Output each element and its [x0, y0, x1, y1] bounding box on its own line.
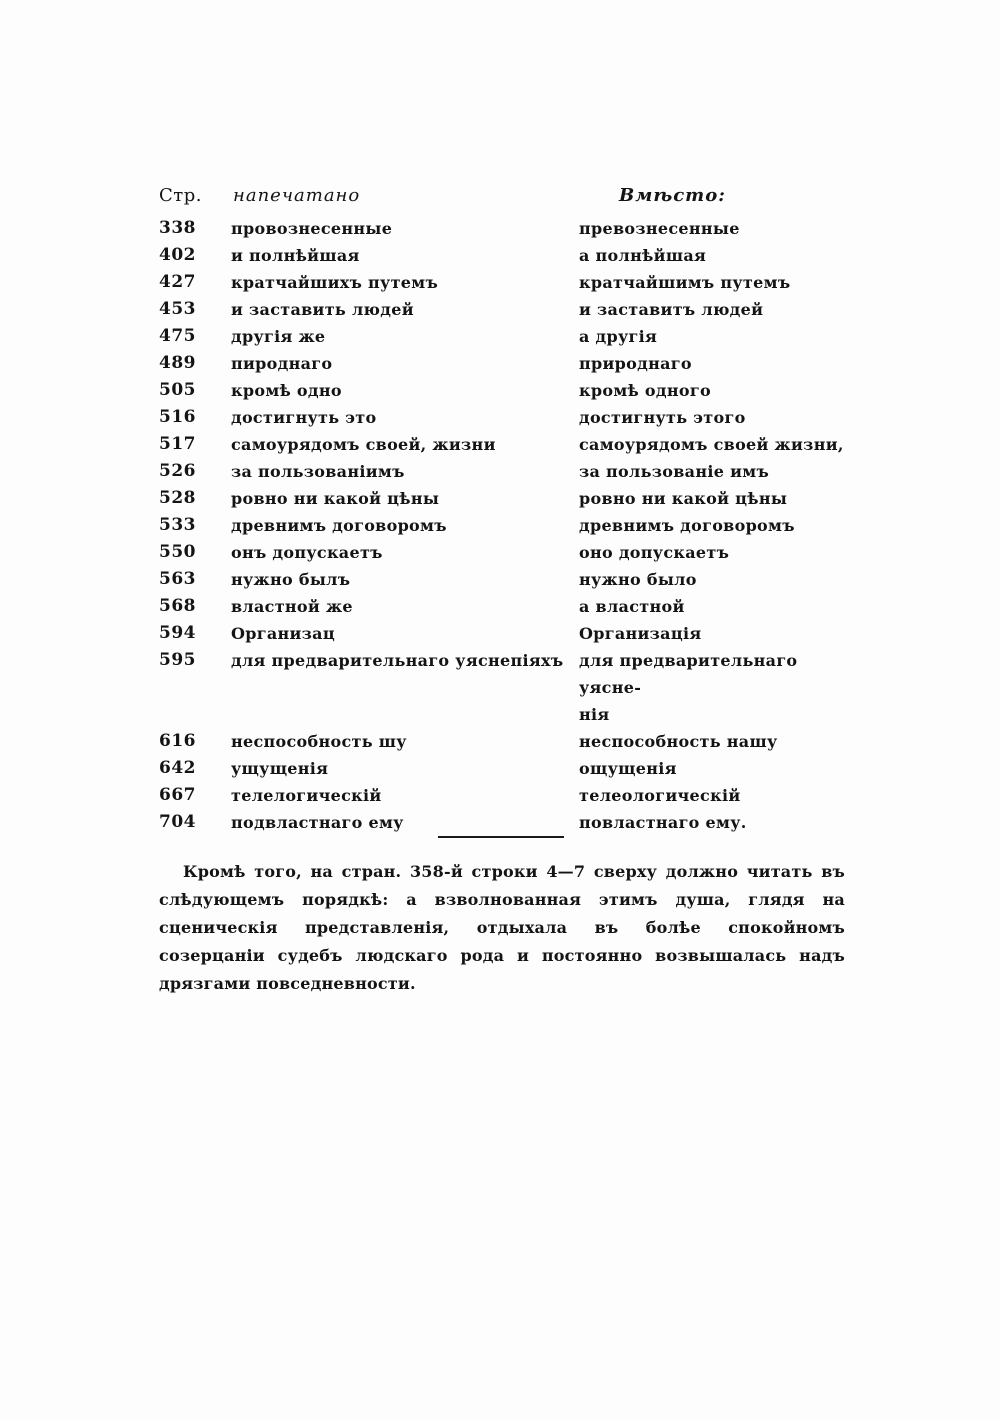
printed-text-cell: кратчайшихъ путемъ	[231, 273, 439, 292]
printed-text-cell: телелогическій	[231, 786, 382, 805]
page-number-cell: 550	[159, 542, 196, 562]
page-number-cell: 533	[159, 515, 196, 535]
errata-row	[159, 809, 849, 836]
errata-row	[159, 620, 849, 647]
printed-text-cell: за пользованіимъ	[231, 462, 405, 481]
page-number-cell: 517	[159, 434, 196, 454]
errata-row	[159, 512, 849, 539]
errata-row	[159, 296, 849, 323]
correct-text-cell: ощущенія	[579, 759, 677, 778]
page-number-cell: 338	[159, 218, 196, 238]
correct-text-cell: а другія	[579, 327, 658, 346]
correct-text-cell: самоурядомъ своей жизни,	[579, 435, 844, 454]
correct-text-cell: и заставитъ людей	[579, 300, 764, 319]
correct-text-cell: природнаго	[579, 354, 692, 373]
errata-row	[159, 323, 849, 350]
errata-row	[159, 566, 849, 593]
page-number-cell: 453	[159, 299, 196, 319]
correct-text-cell: ровно ни какой цѣны	[579, 489, 788, 508]
correct-text-cell: превознесенные	[579, 219, 740, 238]
correct-text-cell: за пользованіе имъ	[579, 462, 770, 481]
page-number-cell: 563	[159, 569, 196, 589]
errata-row	[159, 485, 849, 512]
errata-table	[159, 181, 849, 836]
errata-row	[159, 782, 849, 809]
printed-text-cell: Организац	[231, 624, 335, 643]
errata-row	[159, 458, 849, 485]
errata-row	[159, 728, 849, 755]
page-number-cell: 568	[159, 596, 196, 616]
page-number-cell: 704	[159, 812, 196, 832]
correct-text-cell: а полнѣйшая	[579, 246, 707, 265]
errata-row	[159, 647, 849, 728]
errata-row	[159, 539, 849, 566]
printed-text-cell: провознесенные	[231, 219, 393, 238]
page-number-cell: 595	[159, 650, 196, 670]
correct-text-cell: Организація	[579, 624, 702, 643]
correct-text-cell: неспособность нашу	[579, 732, 778, 751]
page-number-cell: 402	[159, 245, 196, 265]
correct-text-cell: кромѣ одного	[579, 381, 711, 400]
errata-header-row	[159, 181, 849, 215]
printed-text-cell: властной же	[231, 597, 353, 616]
page-number-cell: 616	[159, 731, 196, 751]
page-number-cell: 528	[159, 488, 196, 508]
printed-text-cell: достигнуть это	[231, 408, 377, 427]
page-number-cell: 516	[159, 407, 196, 427]
header-printed-column: напечатано	[233, 185, 361, 206]
errata-rows	[159, 215, 849, 836]
correct-text-cell: достигнуть этого	[579, 408, 746, 427]
page-number-cell: 505	[159, 380, 196, 400]
errata-row	[159, 404, 849, 431]
correct-text-cell: повластнаго ему.	[579, 813, 747, 832]
errata-row	[159, 242, 849, 269]
errata-row	[159, 431, 849, 458]
printed-text-cell: пироднаго	[231, 354, 333, 373]
errata-row	[159, 215, 849, 242]
page-number-cell: 489	[159, 353, 196, 373]
printed-text-cell: неспособность шу	[231, 732, 407, 751]
correct-text-cell: кратчайшимъ путемъ	[579, 273, 791, 292]
printed-text-cell: древнимъ договоромъ	[231, 516, 447, 535]
page-number-cell: 667	[159, 785, 196, 805]
printed-text-cell: ровно ни какой цѣны	[231, 489, 440, 508]
printed-text-cell: и заставить людей	[231, 300, 414, 319]
printed-text-cell: самоурядомъ своей, жизни	[231, 435, 496, 454]
printed-text-cell: подвластнаго ему	[231, 813, 404, 832]
errata-row	[159, 269, 849, 296]
section-divider	[438, 836, 564, 838]
page-number-cell: 642	[159, 758, 196, 778]
correct-text-cell: древнимъ договоромъ	[579, 516, 795, 535]
correct-text-cell: телеологическій	[579, 786, 741, 805]
printed-text-cell: для предварительнаго уяснепіяхъ	[231, 651, 564, 670]
page-number-cell: 594	[159, 623, 196, 643]
errata-note	[159, 858, 845, 998]
correct-text-cell: для предварительнаго уясне- нія	[579, 651, 798, 724]
printed-text-cell: другія же	[231, 327, 326, 346]
printed-text-cell: ущущенія	[231, 759, 329, 778]
page-number-cell: 526	[159, 461, 196, 481]
page-number-cell: 475	[159, 326, 196, 346]
printed-text-cell: кромѣ одно	[231, 381, 342, 400]
errata-row	[159, 755, 849, 782]
page-number-cell: 427	[159, 272, 196, 292]
printed-text-cell: онъ допускаетъ	[231, 543, 383, 562]
printed-text-cell: нужно былъ	[231, 570, 351, 589]
errata-row	[159, 350, 849, 377]
correct-text-cell: оно допускаетъ	[579, 543, 730, 562]
header-correct-column: Вмѣсто:	[619, 185, 726, 206]
errata-row	[159, 593, 849, 620]
note-paragraph: Кромѣ того, на стран. 358-й строки 4—7 сверху должно читать въ слѣдующемъ порядкѣ: а взволнованная этимъ душа, глядя на сценическія представленія, отдыхала въ болѣе спокойномъ созерцаніи судебъ людскаго рода и постоянно возвышалась надъ дрязгами повседневности.	[159, 862, 845, 993]
printed-text-cell: и полнѣйшая	[231, 246, 360, 265]
correct-text-cell: нужно было	[579, 570, 697, 589]
errata-row	[159, 377, 849, 404]
correct-text-cell: а властной	[579, 597, 685, 616]
header-page-column: Стр.	[159, 185, 202, 206]
